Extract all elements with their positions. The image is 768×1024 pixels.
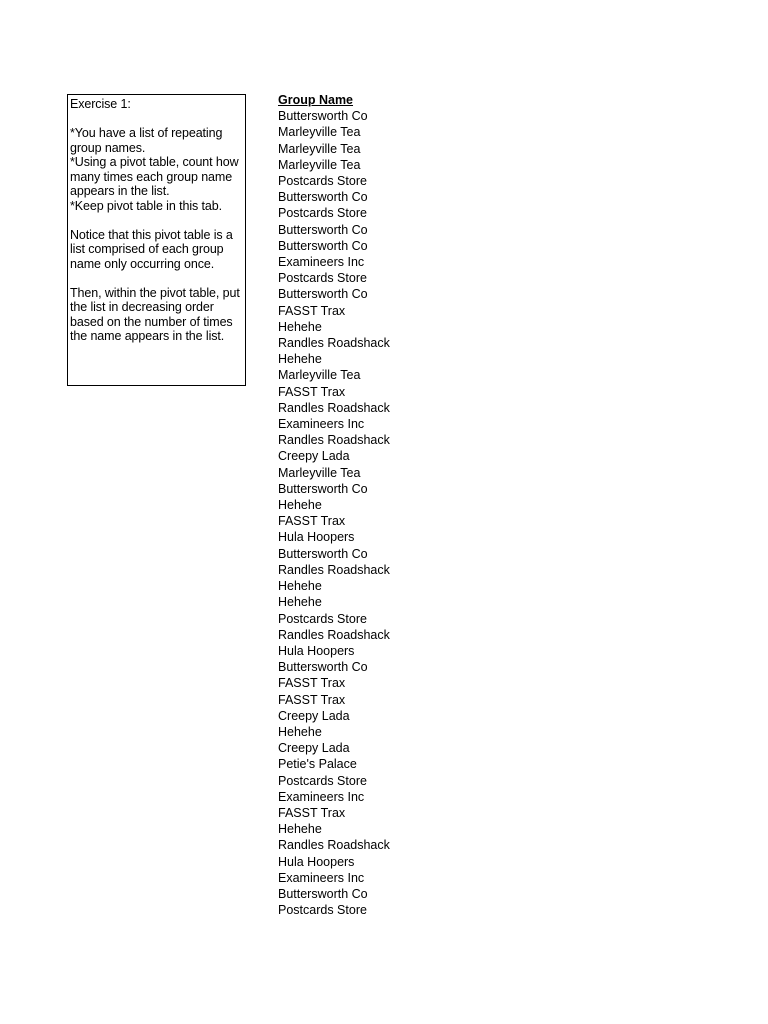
instruction-line: based on the number of times <box>70 314 233 329</box>
group-name-cell: Examineers Inc <box>278 255 365 270</box>
instruction-line: Notice that this pivot table is a <box>70 227 233 242</box>
instruction-line: *You have a list of repeating <box>70 126 223 140</box>
blank-line <box>70 271 246 286</box>
group-name-cell: Postcards Store <box>278 206 367 221</box>
blank-line <box>70 112 246 127</box>
instruction-line: *Using a pivot table, count how <box>70 155 239 169</box>
group-name-cell: Hehehe <box>278 724 322 739</box>
group-name-cell: Postcards Store <box>278 611 367 626</box>
group-name-cell: Buttersworth Co <box>278 660 368 675</box>
group-name-cell: Buttersworth Co <box>278 190 368 205</box>
instruction-line: many times each group name <box>70 169 233 184</box>
group-name-header: Group Name <box>278 93 354 107</box>
group-name-cell: Buttersworth Co <box>278 222 368 237</box>
group-name-cell: Hehehe <box>278 595 322 610</box>
group-name-cell: Randles Roadshack <box>278 627 390 642</box>
group-name-cell: Buttersworth Co <box>278 886 368 901</box>
group-name-cell: Postcards Store <box>278 773 367 788</box>
group-name-cell: Examineers Inc <box>278 417 365 432</box>
group-name-cell: Marleyville Tea <box>278 465 361 480</box>
group-name-cell: Petie's Palace <box>278 757 357 772</box>
exercise-instructions-box <box>67 94 246 386</box>
group-name-cell: Randles Roadshack <box>278 336 390 351</box>
instruction-line: name only occurring once. <box>70 256 215 271</box>
group-name-cell: Examineers Inc <box>278 789 365 804</box>
exercise-instructions-text <box>70 97 246 344</box>
instruction-line: appears in the list. <box>70 184 170 198</box>
group-name-cell: Postcards Store <box>278 271 367 286</box>
group-name-cell: Creepy Lada <box>278 708 350 723</box>
group-name-cell: Buttersworth Co <box>278 287 368 302</box>
group-name-cell: FASST Trax <box>278 303 346 318</box>
group-name-cell: Marleyville Tea <box>278 368 361 383</box>
group-name-cell: Creepy Lada <box>278 449 350 464</box>
group-name-cell: FASST Trax <box>278 676 346 691</box>
group-name-cell: Creepy Lada <box>278 741 350 756</box>
group-name-cell: Buttersworth Co <box>278 109 368 124</box>
group-name-cell: Randles Roadshack <box>278 433 390 448</box>
group-name-cell: Hehehe <box>278 822 322 837</box>
blank-line <box>70 213 246 228</box>
group-name-cell: Randles Roadshack <box>278 562 390 577</box>
group-name-cell: Hula Hoopers <box>278 643 355 658</box>
group-name-cell: Hehehe <box>278 319 322 334</box>
group-name-list <box>278 108 390 918</box>
instruction-line: Exercise 1: <box>70 97 131 111</box>
group-name-cell: Marleyville Tea <box>278 157 361 172</box>
group-name-column <box>278 92 390 918</box>
group-name-cell: Buttersworth Co <box>278 238 368 253</box>
group-name-cell: Buttersworth Co <box>278 546 368 561</box>
group-name-cell: Postcards Store <box>278 903 367 918</box>
group-name-cell: Hula Hoopers <box>278 854 355 869</box>
instruction-line: the list in decreasing order <box>70 300 214 314</box>
group-name-cell: Marleyville Tea <box>278 141 361 156</box>
instruction-line: the name appears in the list. <box>70 329 225 343</box>
instruction-line: group names. <box>70 140 146 155</box>
group-name-cell: Randles Roadshack <box>278 400 390 415</box>
group-name-cell: FASST Trax <box>278 514 346 529</box>
instruction-line: list comprised of each group <box>70 242 224 256</box>
group-name-cell: Hehehe <box>278 352 322 367</box>
group-name-cell: Examineers Inc <box>278 870 365 885</box>
group-name-cell: Hehehe <box>278 498 322 513</box>
group-name-cell: Hehehe <box>278 579 322 594</box>
group-name-cell: Randles Roadshack <box>278 838 390 853</box>
instruction-line: Then, within the pivot table, put <box>70 285 240 300</box>
group-name-cell: FASST Trax <box>278 805 346 820</box>
group-name-cell: Hula Hoopers <box>278 530 355 545</box>
group-name-cell: Postcards Store <box>278 174 367 189</box>
group-name-cell: Buttersworth Co <box>278 481 368 496</box>
group-name-cell: Marleyville Tea <box>278 125 361 140</box>
instruction-line: *Keep pivot table in this tab. <box>70 198 222 213</box>
group-name-cell: FASST Trax <box>278 384 346 399</box>
group-name-cell: FASST Trax <box>278 692 346 707</box>
